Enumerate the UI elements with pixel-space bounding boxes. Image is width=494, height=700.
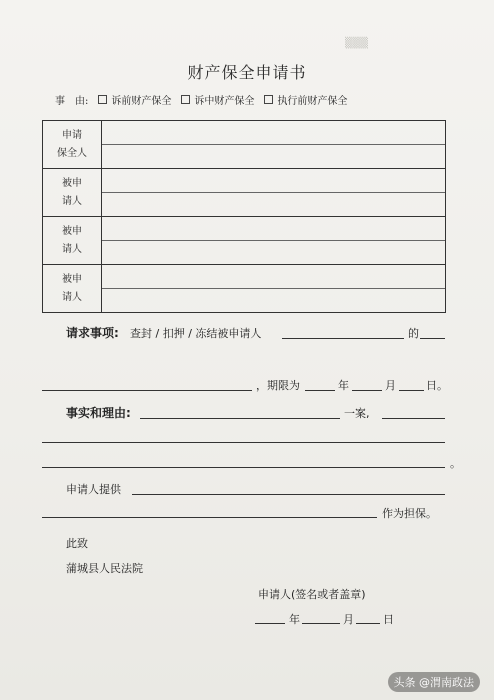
- respondent-label: 被申 请人: [43, 169, 102, 217]
- respondent-field[interactable]: [102, 217, 446, 265]
- reason-row: [55, 92, 347, 107]
- facts-blank-2[interactable]: [42, 442, 445, 443]
- guarantee-blank-1[interactable]: [132, 494, 445, 495]
- day-label: 日。: [426, 379, 448, 392]
- case-text: 一案,: [344, 407, 370, 420]
- sign-day-label: 日: [383, 613, 394, 626]
- month-label: 月: [385, 379, 396, 392]
- year-blank[interactable]: [305, 390, 335, 391]
- checkbox-icon[interactable]: [264, 95, 273, 104]
- checkbox-icon[interactable]: [98, 95, 107, 104]
- respondent-label: 被申 请人: [43, 265, 102, 313]
- sign-year-label: 年: [289, 613, 300, 626]
- sign-year-blank[interactable]: [255, 623, 285, 624]
- checkbox-icon[interactable]: [181, 95, 190, 104]
- table-row: [43, 121, 446, 169]
- table-row: [43, 217, 446, 265]
- request-object-blank[interactable]: [282, 338, 404, 339]
- applicant-field[interactable]: [102, 121, 446, 169]
- respondent-label: 被申 请人: [43, 217, 102, 265]
- guarantee-label: 申请人提供: [66, 483, 121, 496]
- case-blank[interactable]: [140, 418, 340, 419]
- sign-day-blank[interactable]: [356, 623, 380, 624]
- source-watermark: 头条 @渭南政法: [388, 672, 481, 692]
- party-table: [42, 120, 446, 313]
- court-name: 蒲城县人民法院: [66, 562, 143, 575]
- sign-month-blank[interactable]: [302, 623, 340, 624]
- request-continue-blank[interactable]: [42, 390, 252, 391]
- request-de: 的: [408, 327, 419, 340]
- facts-label: 事实和理由:: [66, 406, 131, 420]
- signature-label: 申请人(签名或者盖章): [258, 588, 366, 601]
- bleed-through-marks: ▒▒▒: [345, 38, 369, 49]
- day-blank[interactable]: [399, 390, 424, 391]
- table-row: [43, 169, 446, 217]
- option-in-litigation[interactable]: 诉中财产保全: [181, 92, 254, 107]
- option-pre-execution[interactable]: 执行前财产保全: [264, 92, 347, 107]
- period-text: ，期限为: [256, 379, 300, 392]
- facts-end-mark: 。: [450, 457, 461, 470]
- option-pre-litigation[interactable]: 诉前财产保全: [98, 92, 171, 107]
- year-label: 年: [338, 379, 349, 392]
- month-blank[interactable]: [352, 390, 382, 391]
- applicant-label: 申请 保全人: [43, 121, 102, 169]
- reason-label: 事 由:: [55, 96, 89, 107]
- guarantee-suffix: 作为担保。: [382, 507, 437, 520]
- table-row: [43, 265, 446, 313]
- respondent-field[interactable]: [102, 265, 446, 313]
- guarantee-blank-2[interactable]: [42, 517, 377, 518]
- request-text: 查封 / 扣押 / 冻结被申请人: [130, 327, 262, 340]
- request-tail-blank[interactable]: [420, 338, 445, 339]
- request-label: 请求事项:: [66, 326, 119, 340]
- respondent-field[interactable]: [102, 169, 446, 217]
- facts-blank-3[interactable]: [42, 467, 445, 468]
- sign-month-label: 月: [343, 613, 354, 626]
- document-title: 财产保全申请书: [187, 63, 307, 82]
- closing-to: 此致: [66, 537, 88, 550]
- facts-blank-1[interactable]: [382, 418, 445, 419]
